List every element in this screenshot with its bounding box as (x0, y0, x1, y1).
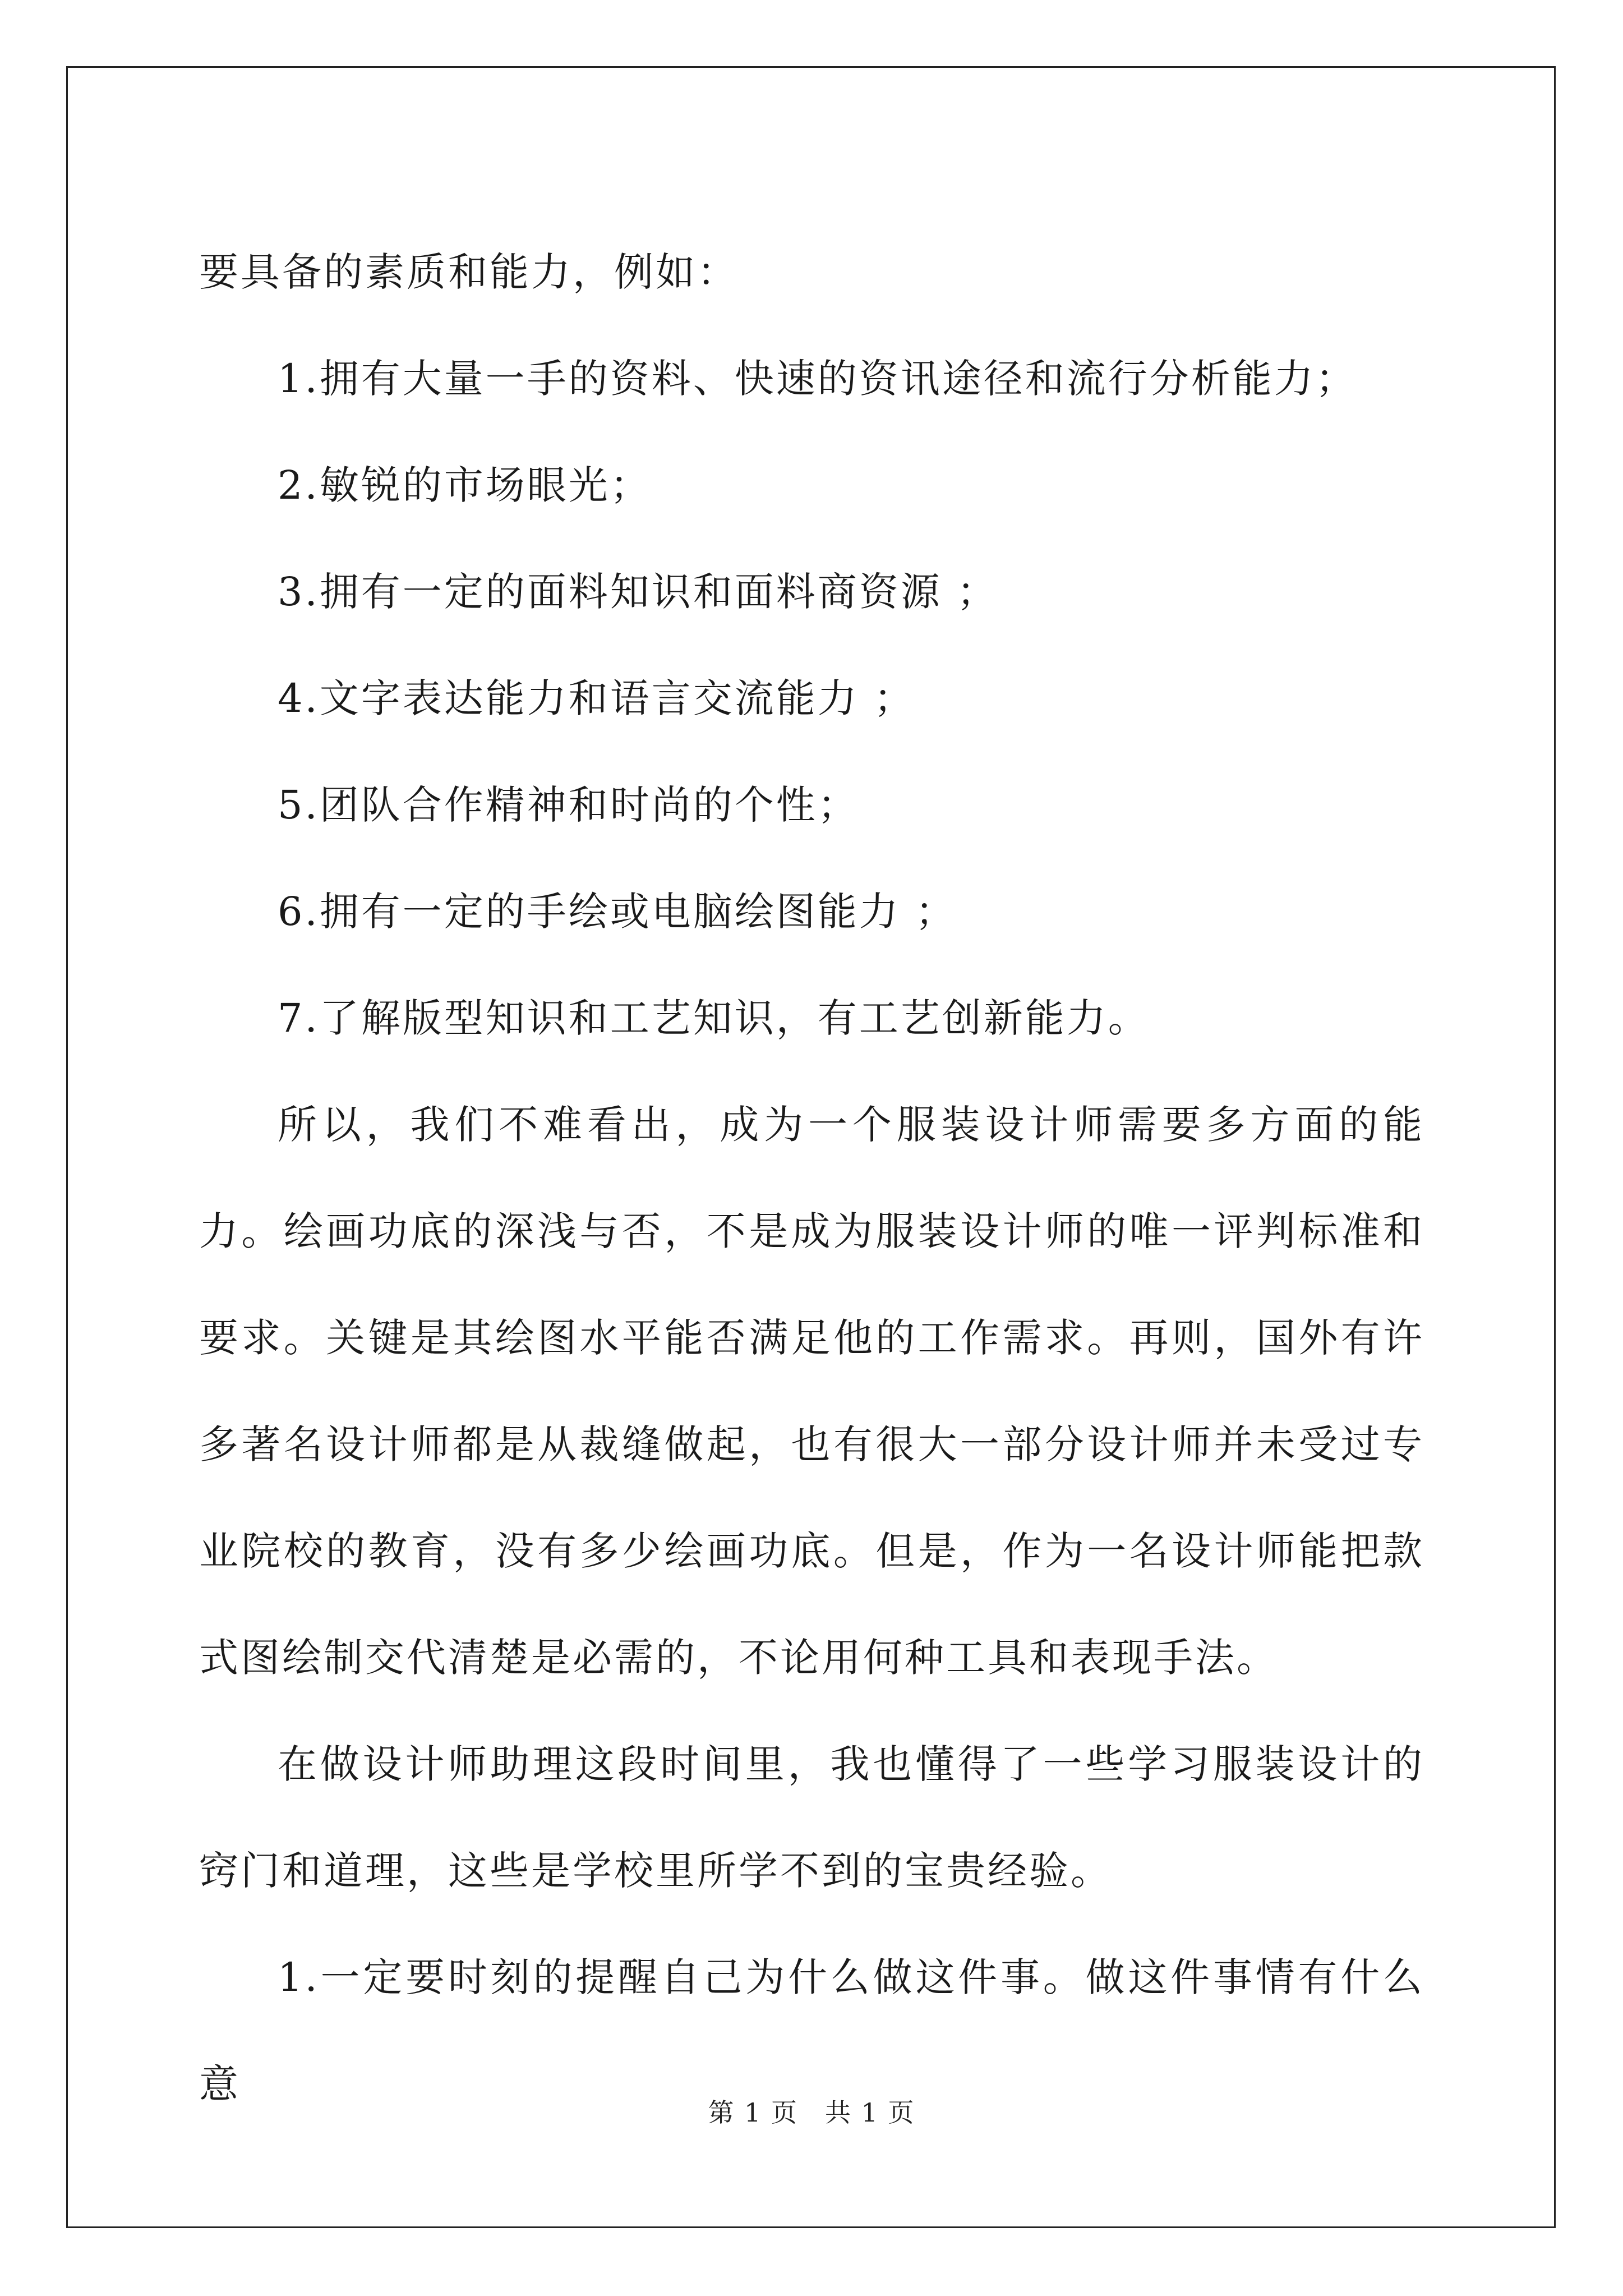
list-item-2: 2.敏锐的市场眼光； (278, 462, 652, 508)
list-item-3: 3.拥有一定的面料知识和面料商资源 ； (278, 569, 999, 615)
document-body (199, 219, 1424, 2137)
list-item-5: 5.团队合作精神和时尚的个性； (278, 782, 859, 828)
page-footer: 第 1 页 共 1 页 (708, 2097, 915, 2128)
list-item-6: 6.拥有一定的手绘或电脑绘图能力 ； (278, 889, 957, 935)
paragraph-intro: 要具备的素质和能力，例如： (199, 249, 739, 295)
list-item-1: 1.拥有大量一手的资料、快速的资讯途径和流行分析能力； (278, 356, 1357, 402)
list-item-tip-1: 1.一定要时刻的提醒自己为什么做这件事。做这件事情有什么意 (199, 1954, 1424, 2107)
list-item-4: 4.文字表达能力和语言交流能力 ； (278, 675, 916, 721)
paragraph-assistant-experience: 在做设计师助理这段时间里，我也懂得了一些学习服装设计的窍门和道理，这些是学校里所学不到的宝贵经验。 (199, 1741, 1424, 1894)
paragraph-summary: 所以，我们不难看出，成为一个服装设计师需要多方面的能力。绘画功底的深浅与否，不是成为服装设计师的唯一评判标准和要求。关键是其绘图水平能否满足他的工作需求。再则，国外有许多著名设计师都是从裁缝做起，也有很大一部分设计师并未受过专业院校的教育，没有多少绘画功底。但是，作为一名设计师能把款式图绘制交代清楚是必需的，不论用何种工具和表现手法。 (199, 1102, 1424, 1681)
list-item-7: 7.了解版型知识和工艺知识，有工艺创新能力。 (278, 995, 1150, 1041)
